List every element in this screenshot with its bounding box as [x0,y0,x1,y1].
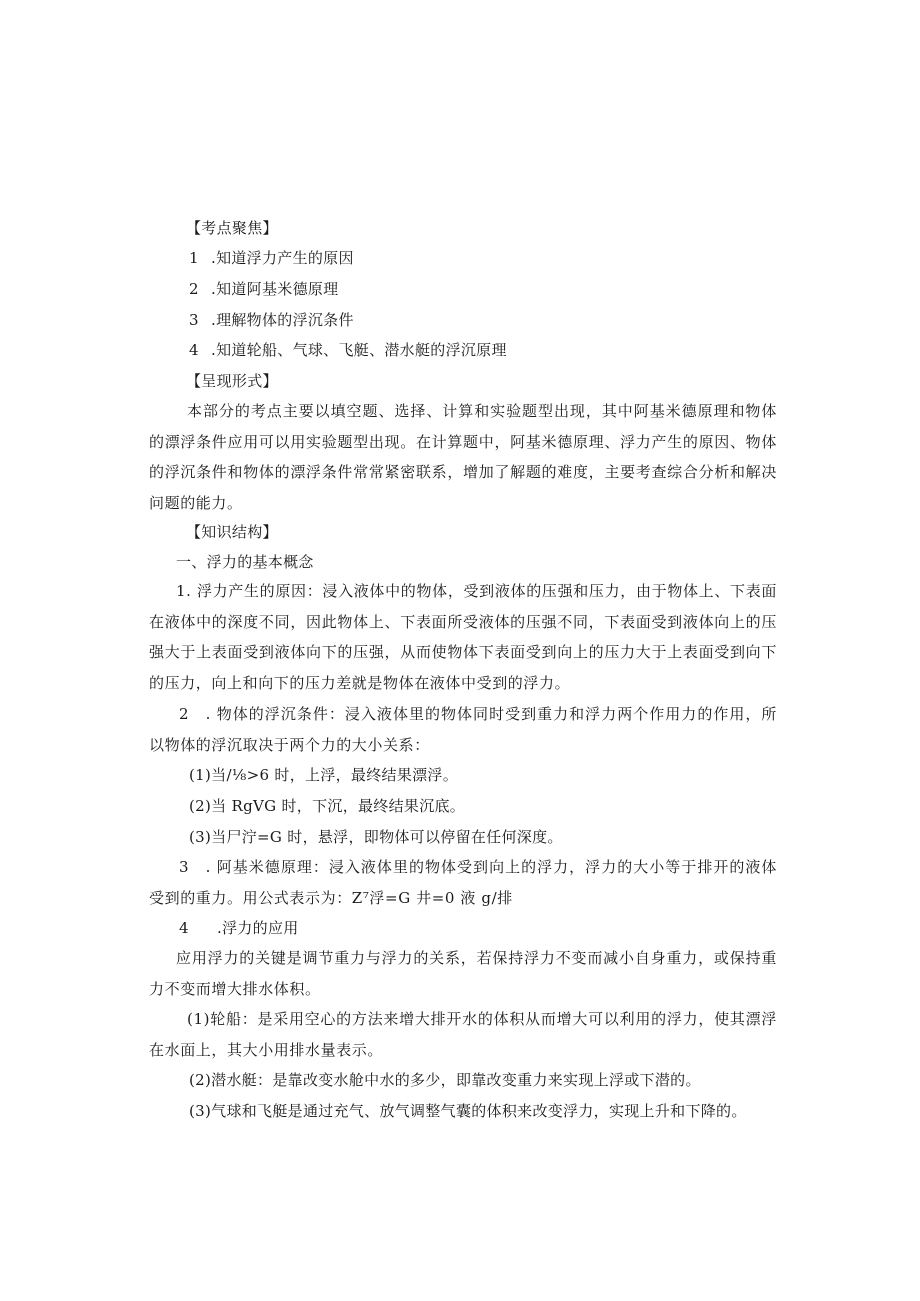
focus-item-text: .知道阿基米德原理 [211,280,339,298]
form-paragraph: 本部分的考点主要以填空题、选择、计算和实验题型出现，其中阿基米德原理和物体的漂浮条件应用可以用实验题型出现。在计算题中，阿基米德原理、浮力产生的原因、物体的浮沉条件和物体的漂浮条件常常紧密联系，增加了解题的难度，主要考查综合分析和解决问题的能力。 [149,402,777,513]
point-1-paragraph: 1. 浮力产生的原因：浸入液体中的物体，受到液体的压强和压力，由于物体上、下表面在液体中的深度不同，因此物体上、下表面所受液体的压强不同，下表面受到液体向上的压强大于上表面受到液体向下的压强，从而使物体下表面受到向上的压力大于上表面受到向下的压力，向上和向下的压力差就是物体在液体中受到的浮力。 [149,582,777,693]
focus-title: 【考点聚焦】 [186,219,278,237]
form-title: 【呈现形式】 [186,372,278,390]
application-2: (2)潜水艇：是靠改变水舱中水的多少，即靠改变重力来实现上浮或下潜的。 [189,1071,701,1089]
structure-title: 【知识结构】 [186,523,278,541]
focus-item-2 [189,279,338,299]
focus-item-1 [189,248,354,268]
condition-1: (1)当/⅛>6 时，上浮，最终结果漂浮。 [189,766,459,784]
concept-title: 一、浮力的基本概念 [176,553,314,571]
focus-item-4 [189,340,507,360]
focus-item-text: .知道浮力产生的原因 [211,249,354,267]
focus-item-number: 1 [189,249,199,267]
focus-item-number: 3 [189,311,199,329]
condition-3: (3)当尸泞=G 时，悬浮，即物体可以停留在任何深度。 [189,828,563,846]
focus-item-3 [189,310,354,330]
point-4-text: .浮力的应用 [217,919,299,937]
point-2-paragraph: 2 . 物体的浮沉条件：浸入液体里的物体同时受到重力和浮力两个作用力的作用，所以物体的浮沉取决于两个力的大小关系： [149,705,777,754]
point-4-heading [179,918,299,938]
application-1: (1)轮船：是采用空心的方法来增大排开水的体积从而增大可以利用的浮力，使其漂浮在水面上，其大小用排水量表示。 [149,1010,777,1059]
focus-item-text: .理解物体的浮沉条件 [211,311,354,329]
condition-2: (2)当 RgVG 时，下沉，最终结果沉底。 [189,797,466,815]
point-3-paragraph: 3 . 阿基米德原理：浸入液体里的物体受到向上的浮力，浮力的大小等于排开的液体受到的重力。用公式表示为：Z⁷浮=G 井=0 液 g/排 [149,858,777,907]
focus-item-number: 2 [189,280,199,298]
focus-item-text: .知道轮船、气球、飞艇、潜水艇的浮沉原理 [211,341,507,359]
application-paragraph: 应用浮力的关键是调节重力与浮力的关系，若保持浮力不变而减小自身重力，或保持重力不变而增大排水体积。 [149,949,777,998]
application-3: (3)气球和飞艇是通过充气、放气调整气囊的体积来改变浮力，实现上升和下降的。 [189,1102,747,1120]
focus-item-number: 4 [189,341,199,359]
point-4-number: 4 [179,919,189,937]
